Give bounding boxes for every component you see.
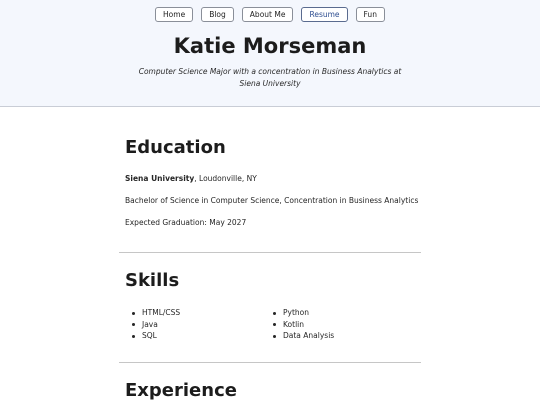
skill-label: SQL — [142, 331, 157, 340]
nav-home-button[interactable]: Home — [155, 7, 193, 22]
top-nav — [0, 7, 540, 22]
bullet-icon — [273, 323, 276, 326]
bullet-icon — [273, 312, 276, 315]
skills-list-right — [266, 307, 334, 342]
skill-label: Data Analysis — [283, 331, 335, 340]
page-title: Katie Morseman — [173, 34, 367, 58]
skill-label: HTML/CSS — [142, 308, 181, 317]
nav-fun-button[interactable]: Fun — [356, 7, 385, 22]
bullet-icon — [273, 335, 276, 338]
list-item — [125, 307, 180, 319]
skill-label: Kotlin — [283, 319, 304, 329]
school-location: , Loudonville, NY — [194, 174, 257, 183]
bullet-icon — [132, 323, 135, 326]
list-item — [266, 330, 334, 342]
education-heading: Education — [125, 137, 226, 158]
site-header — [0, 0, 540, 107]
skills-list-left — [125, 307, 180, 342]
experience-heading: Experience — [125, 380, 237, 401]
list-item — [125, 330, 180, 342]
education-graduation: Expected Graduation: May 2027 — [125, 218, 247, 227]
section-divider — [119, 362, 421, 363]
skill-label: Java — [142, 319, 158, 329]
education-degree: Bachelor of Science in Computer Science, Concentration in Business Analytics — [125, 196, 419, 205]
skill-label: Python — [283, 308, 309, 317]
nav-blog-button[interactable]: Blog — [201, 7, 234, 22]
education-school-line — [125, 174, 257, 183]
list-item — [266, 319, 334, 331]
tagline: Computer Science Major with a concentration in Business Analytics at Siena University — [138, 67, 402, 88]
section-divider — [119, 252, 421, 253]
list-item — [125, 319, 180, 331]
bullet-icon — [132, 335, 135, 338]
nav-resume-button[interactable]: Resume — [301, 7, 347, 22]
list-item — [266, 307, 334, 319]
bullet-icon — [132, 312, 135, 315]
nav-about-button[interactable]: About Me — [242, 7, 294, 22]
skills-heading: Skills — [125, 270, 180, 291]
school-name: Siena University — [125, 174, 195, 183]
